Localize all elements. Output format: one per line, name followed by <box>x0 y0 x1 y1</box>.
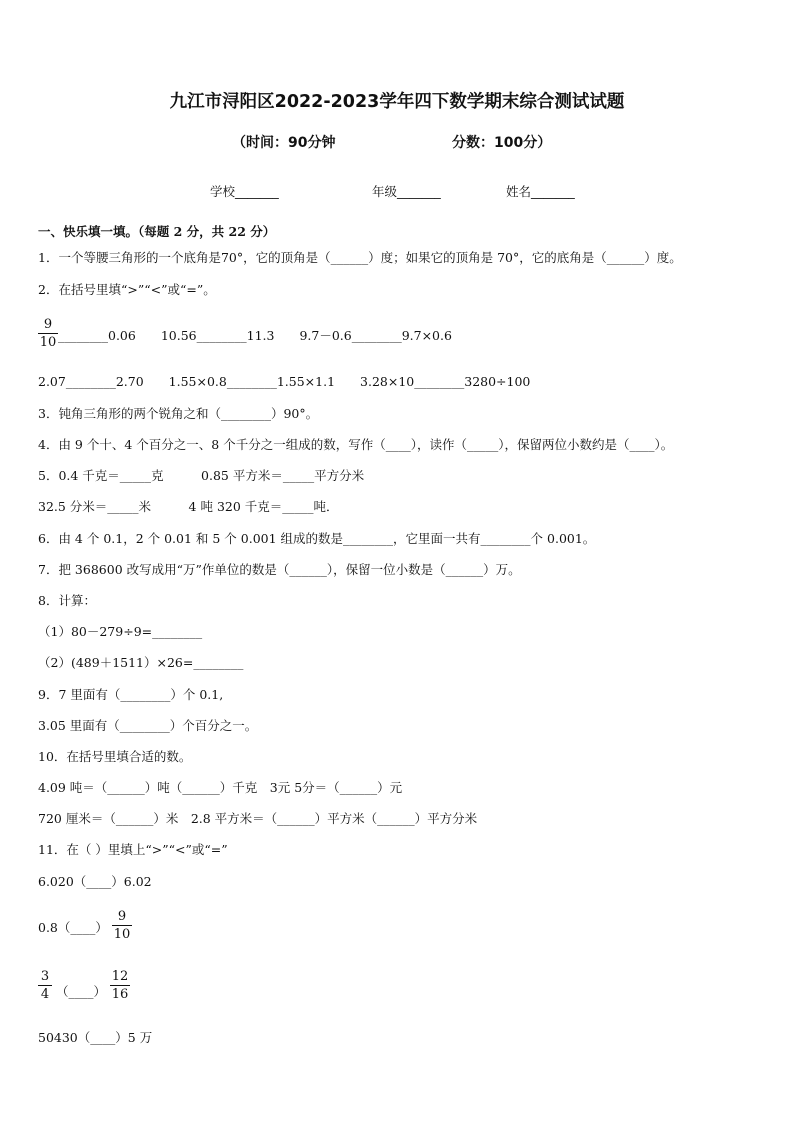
question-2-row-a: ________0.06 10.56________11.3 9.7－0.6________9.7×0.6 <box>58 328 452 343</box>
exam-time: （时间：90分钟 <box>232 135 336 151</box>
name-field: 姓名_______ <box>506 184 575 199</box>
fraction-denominator: 4 <box>40 987 50 1002</box>
question-11: 11．在（ ）里填上“>”“<”或“=” <box>38 842 228 857</box>
exam-score: 分数：100分） <box>452 135 552 151</box>
question-1: 1．一个等腰三角形的一个底角是70°，它的顶角是（______）度；如果它的顶角是 70°，它的底角是（______）度。 <box>38 250 682 265</box>
question-10-row-b: 720 厘米＝（______）米 2.8 平方米＝（______）平方米（______）平方分米 <box>38 811 478 826</box>
question-11-row-c: （____） <box>56 984 107 999</box>
fraction-denominator: 10 <box>113 927 131 942</box>
question-11-row-a: 6.020（____）6.02 <box>38 874 152 889</box>
page-title: 九江市浔阳区2022-2023学年四下数学期末综合测试试题 <box>169 92 625 112</box>
fraction-numerator: 9 <box>117 909 127 924</box>
question-7: 7．把 368600 改写成用“万”作单位的数是（______），保留一位小数是（______）万。 <box>38 562 521 577</box>
question-6: 6．由 4 个 0.1，2 个 0.01 和 5 个 0.001 组成的数是________，它里面一共有________个 0.001。 <box>38 531 596 546</box>
question-10-row-a: 4.09 吨＝（______）吨（______）千克 3元 5分＝（______）元 <box>38 780 403 795</box>
question-10: 10．在括号里填合适的数。 <box>38 749 192 764</box>
question-9-row-a: 9．7 里面有（________）个 0.1, <box>38 687 224 702</box>
question-8-part-1: （1）80－279÷9=________ <box>38 624 203 639</box>
fraction-numerator: 3 <box>40 969 50 984</box>
fraction-denominator: 16 <box>111 987 129 1002</box>
fraction-9-10-b <box>112 908 132 943</box>
fraction-12-16 <box>110 968 130 1003</box>
question-9-row-b: 3.05 里面有（________）个百分之一。 <box>38 718 258 733</box>
school-field: 学校_______ <box>210 184 279 199</box>
question-11-row-d: 50430（____）5 万 <box>38 1030 153 1045</box>
question-4: 4．由 9 个十、4 个百分之一、8 个千分之一组成的数，写作（____），读作（_____），保留两位小数约是（____）。 <box>38 437 674 452</box>
question-8-part-2: （2）(489＋1511）×26=________ <box>38 655 244 670</box>
question-8: 8．计算： <box>38 593 96 608</box>
section-heading: 一、快乐填一填。（每题 2 分，共 22 分） <box>38 224 276 239</box>
fraction-numerator: 12 <box>111 969 129 984</box>
question-11-row-b: 0.8（____） <box>38 920 108 935</box>
question-2-row-b: 2.07________2.70 1.55×0.8________1.55×1.1 3.28×10________3280÷100 <box>38 374 531 389</box>
fraction-9-10 <box>38 316 58 351</box>
fraction-numerator: 9 <box>43 317 53 332</box>
fraction-denominator: 10 <box>39 335 57 350</box>
question-5-row-b: 32.5 分米＝_____米 4 吨 320 千克＝_____吨． <box>38 499 339 514</box>
question-2: 2．在括号里填“>”“<”或“=”。 <box>38 282 216 297</box>
grade-field: 年级_______ <box>372 184 441 199</box>
question-5-row-a: 5．0.4 千克＝_____克 0.85 平方米＝_____平方分米 <box>38 468 365 483</box>
question-3: 3．钝角三角形的两个锐角之和（________）90°。 <box>38 406 319 421</box>
fraction-3-4 <box>38 968 52 1003</box>
